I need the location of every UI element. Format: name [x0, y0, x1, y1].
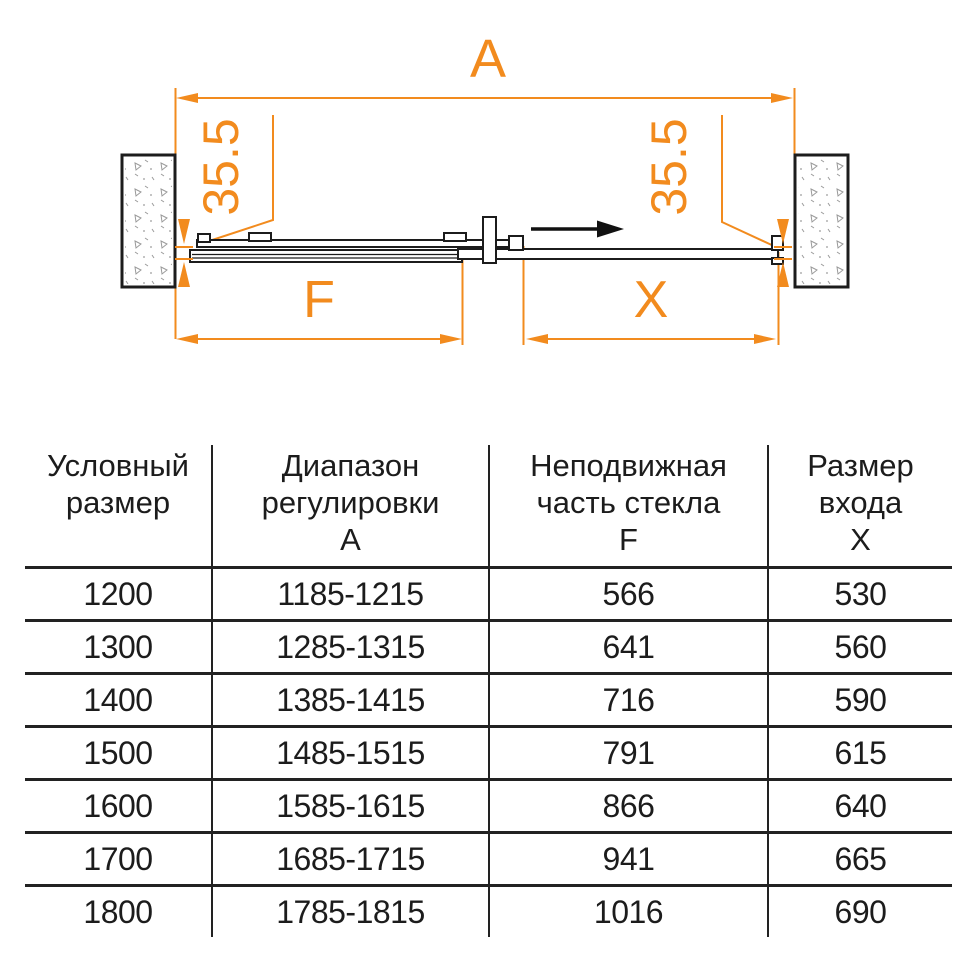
column-header-line: Х [850, 522, 871, 557]
table-cell: 716 [489, 674, 768, 727]
table-row [25, 568, 952, 621]
column-header-line: часть стекла [536, 485, 721, 520]
label-entry-width: X [633, 271, 669, 329]
arrowhead-right [771, 93, 793, 103]
table-cell: 1016 [489, 886, 768, 938]
arrowhead-right [440, 334, 462, 344]
label-wall-offset-right: 35.5 [641, 118, 697, 216]
table-cell: 1300 [25, 621, 212, 674]
arrowhead-right [754, 334, 776, 344]
technical-drawing [0, 0, 970, 430]
table-cell: 866 [489, 780, 768, 833]
wall-left [122, 155, 175, 287]
size-spec-table [25, 445, 952, 937]
column-header [25, 445, 212, 568]
table-row [25, 674, 952, 727]
roller-bracket-1 [249, 233, 271, 241]
table-cell: 615 [768, 727, 952, 780]
table-cell: 560 [768, 621, 952, 674]
table-row [25, 833, 952, 886]
rail-end-cap [509, 236, 523, 250]
column-header [768, 445, 952, 568]
table-cell: 590 [768, 674, 952, 727]
table-row [25, 727, 952, 780]
table-cell: 1285-1315 [212, 621, 489, 674]
table-cell: 1700 [25, 833, 212, 886]
table-header-row [25, 445, 952, 568]
top-rail [197, 240, 523, 247]
arrowhead-left [526, 334, 548, 344]
table-cell: 690 [834, 893, 887, 930]
column-header-line: регулировки [261, 485, 440, 520]
table-cell: 1800 [25, 886, 212, 938]
table-cell: 640 [768, 780, 952, 833]
table-cell: 665 [768, 833, 952, 886]
table-body [25, 568, 952, 938]
table-cell: 1585-1615 [212, 780, 489, 833]
table-cell: 1485-1515 [212, 727, 489, 780]
table-cell: 791 [489, 727, 768, 780]
rail-wall-mount [198, 234, 210, 242]
arrowhead-left [176, 334, 198, 344]
label-wall-offset-left: 35.5 [193, 118, 249, 216]
column-header-line: А [340, 522, 361, 557]
table-cell: 641 [489, 621, 768, 674]
column-header-line: Диапазон [281, 448, 420, 483]
table-cell: 1400 [25, 674, 212, 727]
column-header-line: F [619, 522, 638, 557]
table-cell: 530 [768, 568, 952, 621]
table-cell: 1200 [25, 568, 212, 621]
fixed-glass-panel [190, 250, 462, 262]
table-cell: 1685-1715 [212, 833, 489, 886]
slide-direction-arrow [531, 221, 624, 238]
arrowhead-left [176, 93, 198, 103]
column-header-line: Неподвижная [530, 448, 727, 483]
sliding-door-panel [458, 249, 778, 259]
column-header [489, 445, 768, 568]
roller-bracket-2 [444, 233, 466, 241]
label-total-width: A [469, 29, 507, 89]
leader-35-right [722, 115, 776, 247]
table-cell: 941 [489, 833, 768, 886]
table-cell: 1385-1415 [212, 674, 489, 727]
table-cell: 1785-1815 [212, 886, 489, 938]
dimension-x [526, 334, 776, 344]
table-row [25, 780, 952, 833]
wall-right [795, 155, 848, 287]
table-row [25, 886, 952, 938]
dimension-a [176, 93, 793, 103]
door-handle [483, 217, 496, 263]
door-assembly [190, 217, 783, 264]
table-cell: 566 [489, 568, 768, 621]
column-header-line: Размер [807, 448, 914, 483]
dimension-f [176, 334, 462, 344]
table-cell: 1500 [25, 727, 212, 780]
table-cell: 1600 [25, 780, 212, 833]
table-row [25, 621, 952, 674]
label-fixed-part: F [303, 271, 335, 329]
column-header [212, 445, 489, 568]
column-header-line: Условный [47, 448, 189, 483]
table-cell: 1185-1215 [212, 568, 489, 621]
column-header-line: размер [65, 485, 171, 520]
column-header-line: входа [818, 485, 903, 520]
